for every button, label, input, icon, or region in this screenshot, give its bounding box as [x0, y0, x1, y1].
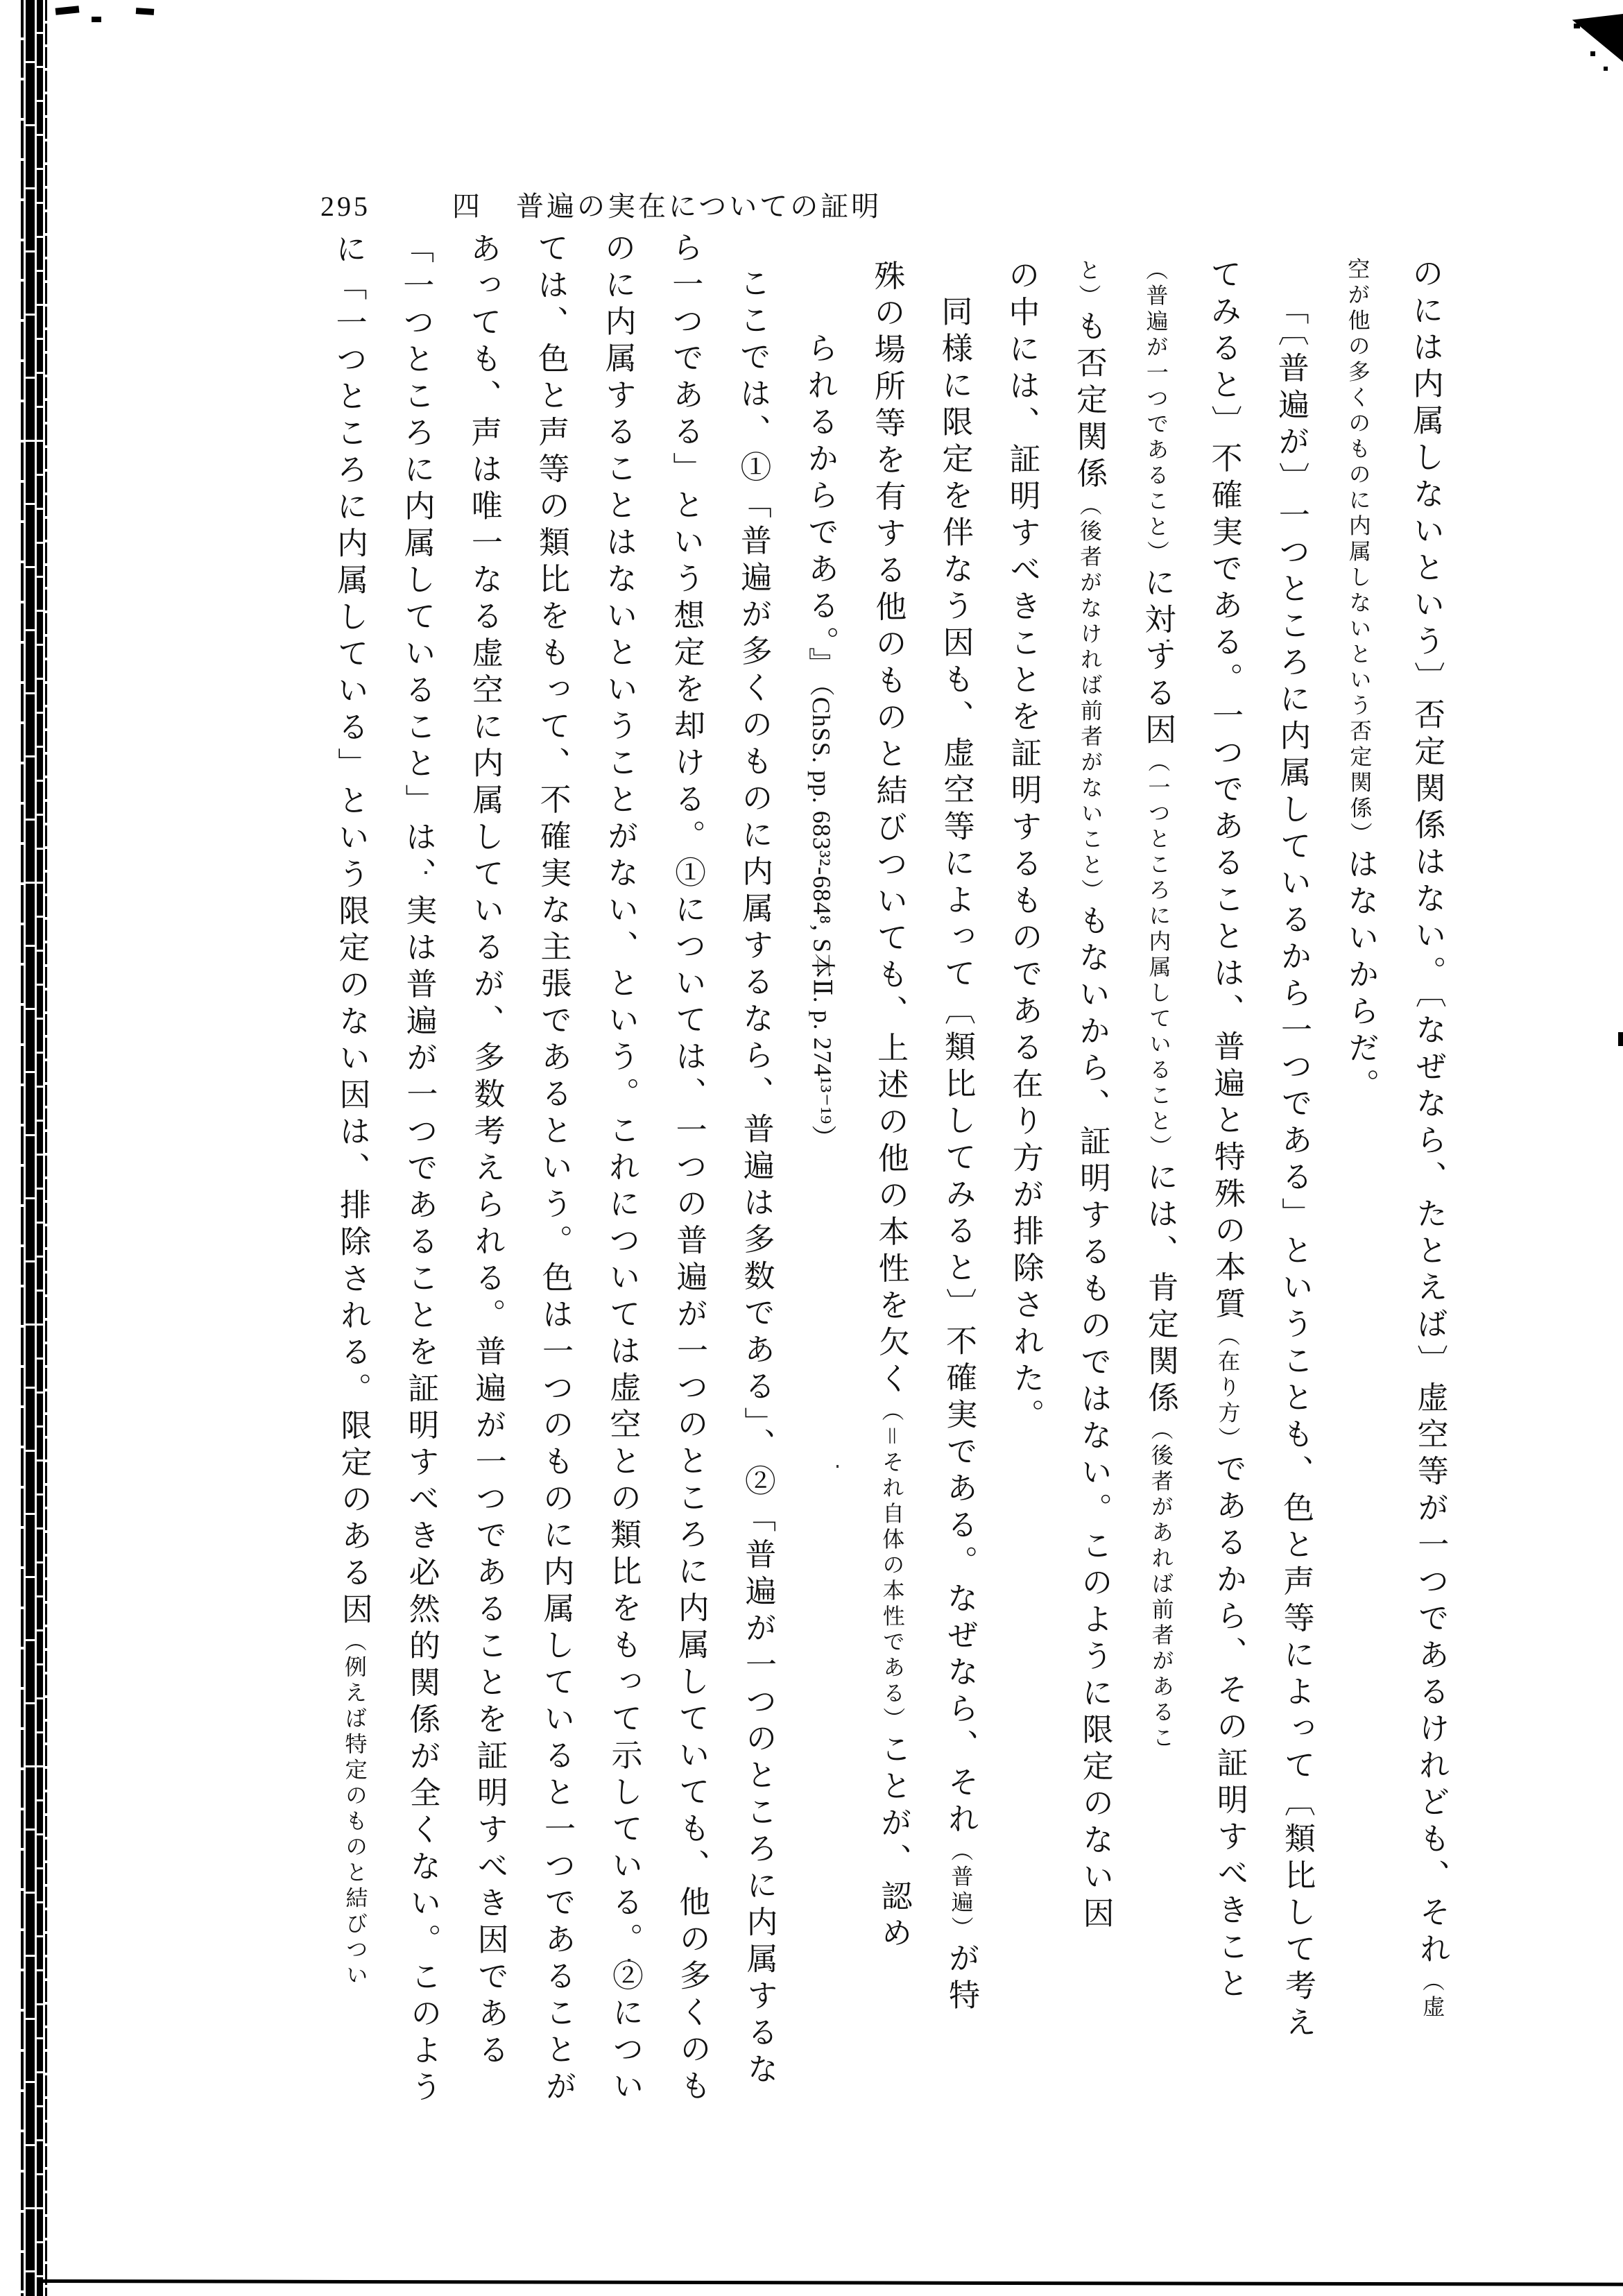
scan-speck [92, 17, 101, 22]
main-text: 「一つところに内属していること」は、実は普遍が一つであることを証明すべき必然的関係が全くない。このよう [397, 232, 441, 2107]
scan-edge-artifact [37, 0, 43, 2296]
quote-column [1409, 228, 1448, 2143]
quote-column [1005, 230, 1045, 2145]
commentary-column [332, 232, 372, 2148]
scan-edge-artifact [26, 0, 35, 2296]
main-text: ここでは、①「普遍が多くのものに内属するなら、普遍は多数である」、②「普遍が一つのところに内属するな [735, 266, 778, 2090]
main-text: あっても、声は唯一なる虚空に内属しているが、多数考えられる。普遍が一つであることを証明すべき因である [465, 232, 508, 2071]
main-text: に対する因 [1140, 566, 1176, 751]
inline-annotation: （普遍が一つであること） [1143, 258, 1170, 567]
main-text: のに内属することはないということがない、という。これについては虚空との類比をもって示している。②につい [599, 231, 643, 2107]
inline-annotation: （例えば特定のものと結びつい [341, 1629, 369, 1989]
inline-annotation: （一つところに内属していること） [1145, 750, 1172, 1161]
scan-edge-artifact [45, 0, 47, 2296]
main-text: もないから、証明するものではない。このように限定のない因 [1074, 904, 1113, 1934]
main-text: も否定関係 [1071, 309, 1107, 494]
inline-annotation: （普遍） [948, 1839, 974, 1942]
scan-speck [1574, 24, 1580, 28]
page-bottom-rule [37, 2279, 1623, 2286]
commentary-column [467, 232, 506, 2148]
inline-annotation: （虚 [1419, 1969, 1445, 2021]
main-text: ら一つである」という想定を却ける。①については、一つの普遍が一つのところに内属していても、他の多くのも [667, 231, 710, 2107]
scan-speck [1604, 67, 1608, 71]
main-text: が特 [943, 1942, 979, 2016]
quote-column [870, 230, 910, 2146]
commentary-column [397, 232, 441, 2148]
quote-column [803, 230, 843, 2146]
citation: （ChSS. pp. 683³²-684⁸, S本Ⅱ. p. 274¹³⁻¹⁹） [807, 683, 837, 1151]
scan-speck [1618, 1032, 1623, 1046]
main-text: はないからだ。 [1342, 847, 1379, 1106]
main-text: てみると〕不確実である。一つであることは、普遍と特殊の本質 [1205, 257, 1245, 1324]
quote-column [1207, 229, 1246, 2145]
scan-edge-artifact [21, 0, 24, 2296]
quote-column [1072, 230, 1112, 2145]
main-text: 「〔普遍が〕一つところに内属しているから一つである」ということも、色と声等によって〔類比して考え [1273, 293, 1316, 2043]
running-head [320, 185, 882, 224]
commentary-column [601, 231, 641, 2147]
main-text: 同様に限定を伴なう因も、虚空等によって〔類比してみると〕不確実である。なぜなら、それ [936, 295, 979, 1840]
main-text: ことが、認め [875, 1732, 911, 1953]
quote-column [938, 230, 977, 2145]
scan-speck [136, 8, 155, 15]
main-text: られるからである。』 [802, 332, 839, 684]
inline-annotation: と） [1076, 258, 1101, 310]
inline-annotation: （在り方） [1214, 1323, 1241, 1453]
commentary-column [534, 232, 574, 2148]
inline-annotation: （後者がなければ前者がないこと） [1076, 493, 1104, 905]
chapter-number: 四 [452, 191, 481, 222]
scan-speck [55, 6, 80, 15]
main-text: には、肯定関係 [1142, 1160, 1178, 1419]
commentary-column [735, 231, 778, 2147]
chapter-title: 普遍の実在についての証明 [516, 191, 882, 222]
inline-annotation: （＝それ自体の本性である） [879, 1398, 906, 1733]
main-text: に「一つところに内属している」という限定のない因は、排除される。限定のある因 [330, 232, 372, 1630]
page-number: 295 [320, 191, 370, 222]
scan-speck [1590, 51, 1595, 56]
main-text: のには内属しないという〕否定関係はない。〔なぜなら、たとえば〕虚空等が一つであるけれども、それ [1407, 257, 1450, 1970]
main-text: 殊の場所等を有する他のものと結びついても、上述の他の本性を欠く [869, 259, 909, 1399]
inline-annotation: 空が他の多くのものに内属しないという否定関係） [1345, 257, 1373, 848]
main-text: の中には、証明すべきことを証明するものである在り方が排除された。 [1004, 258, 1044, 1436]
commentary-column [669, 231, 708, 2147]
text-body [296, 228, 1448, 2148]
main-text: ては、色と声等の類比をもって、不確実な主張であるという。色は一つのものに内属していると一つであることが [532, 231, 576, 2107]
main-text: であるから、その証明すべきこと [1210, 1452, 1248, 2004]
quote-column [1274, 228, 1314, 2144]
quote-column [1140, 229, 1179, 2145]
quote-column [1341, 228, 1381, 2144]
scan-corner-artifact [1569, 14, 1623, 64]
inline-annotation: （後者があれば前者があるこ [1148, 1418, 1175, 1752]
